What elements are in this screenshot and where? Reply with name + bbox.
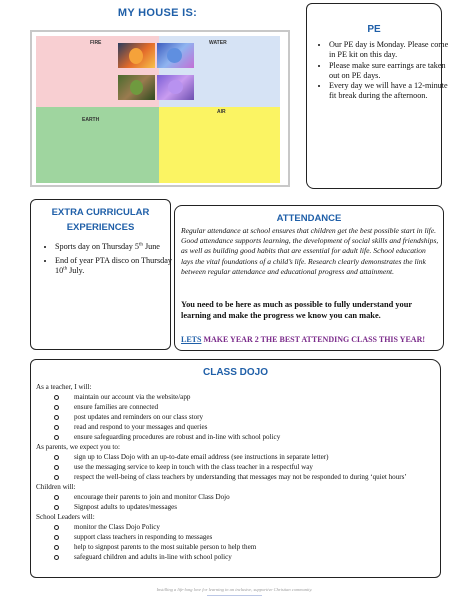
extra-curricular-panel <box>30 199 171 350</box>
footer-divider <box>207 595 262 596</box>
extra-curricular-title: EXTRA CURRICULAR EXPERIENCES <box>51 207 150 233</box>
list-item: monitor the Class Dojo Policy <box>71 522 436 532</box>
quadrant-earth <box>36 107 159 183</box>
list-item: safeguard children and adults in-line with school policy <box>71 552 436 562</box>
list-item: encourage their parents to join and monitor Class Dojo <box>71 492 436 502</box>
list-item: • Our PE day is Monday. Please come in PE kit on this day. <box>329 40 449 60</box>
quadrant-air-label: AIR <box>217 109 226 115</box>
class-dojo-title: CLASS DOJO <box>202 367 268 378</box>
list-item: ensure safeguarding procedures are robust and in-line with school policy <box>71 432 436 442</box>
children-heading: Children will: <box>36 483 76 491</box>
list-item <box>55 242 183 252</box>
pe-panel <box>306 3 449 189</box>
event-text: End of year PTA disco on Thursday 10 <box>55 256 172 276</box>
list-item: respect the well-being of class teachers by understanding that messages may not be responded to during ‘quiet hours’ <box>71 472 436 482</box>
footer-motto: Instilling a life-long love for learning in an inclusive, supportive Christian community. <box>156 587 313 592</box>
list-item: sign up to Class Dojo with an up-to-date email address (see instructions in separate letter) <box>71 452 436 462</box>
teacher-list <box>36 392 436 442</box>
list-item: help to signpost parents to the most suitable person to help them <box>71 542 436 552</box>
attendance-title: ATTENDANCE <box>276 213 342 224</box>
leaders-list <box>36 522 436 562</box>
fire-character-image <box>118 43 155 68</box>
list-item: post updates and reminders on our class story <box>71 412 436 422</box>
list-item: Signpost adults to updates/messages <box>71 502 436 512</box>
ordinal-suffix: th <box>63 266 68 272</box>
parents-list <box>36 452 436 482</box>
parents-heading: As parents, we expect you to: <box>36 443 120 451</box>
class-dojo-body <box>36 382 436 562</box>
earth-character-image <box>118 75 155 100</box>
pe-list <box>317 40 449 102</box>
attendance-slogan <box>181 335 439 344</box>
quadrant-earth-label: EARTH <box>82 117 100 123</box>
list-item: maintain our account via the website/app <box>71 392 436 402</box>
attendance-emphasis: You need to be here as much as possible to fully understand your learning and make the progress we know you can make. <box>181 300 412 320</box>
class-dojo-panel <box>30 359 441 578</box>
extra-curricular-list <box>43 242 183 281</box>
list-item: support class teachers in responding to messages <box>71 532 436 542</box>
quadrant-fire-label: FIRE <box>90 40 102 46</box>
quadrant-air <box>159 107 280 183</box>
ordinal-suffix: th <box>139 242 143 248</box>
house-title: MY HOUSE IS: <box>117 7 198 19</box>
leaders-heading: School Leaders will: <box>36 513 95 521</box>
list-item <box>55 256 183 276</box>
list-item: • Every day we will have a 12-minute fit break during the afternoon. <box>329 81 449 101</box>
event-text-end: June <box>142 242 160 251</box>
water-character-image <box>157 43 194 68</box>
pe-title: PE <box>367 24 381 35</box>
list-item: • Please make sure earrings are taken out on PE days. <box>329 61 449 81</box>
list-item: use the messaging service to keep in touch with the class teacher in a respectful way <box>71 462 436 472</box>
children-list <box>36 492 436 512</box>
attendance-panel <box>174 205 444 351</box>
list-item: read and respond to your messages and queries <box>71 422 436 432</box>
event-text-end: July. <box>67 266 85 276</box>
quadrant-water-label: WATER <box>209 40 227 46</box>
air-character-image <box>157 75 194 100</box>
attendance-paragraph: Regular attendance at school ensures that children get the best possible start in life. Good attendance supports learning, the development of social skills and friendships, as well as building good habits that are essential for adult life. School education lays the vital foundations of a child’s life. Research clearly demonstrates the link between regular attendance and educational progress and attainment. <box>181 226 439 276</box>
teacher-heading: As a teacher, I will: <box>36 383 92 391</box>
slogan-rest: MAKE YEAR 2 THE BEST ATTENDING CLASS THIS YEAR! <box>201 335 426 344</box>
list-item: ensure families are connected <box>71 402 436 412</box>
event-text: Sports day on Thursday 5 <box>55 242 139 251</box>
slogan-lets: LETS <box>181 335 202 344</box>
